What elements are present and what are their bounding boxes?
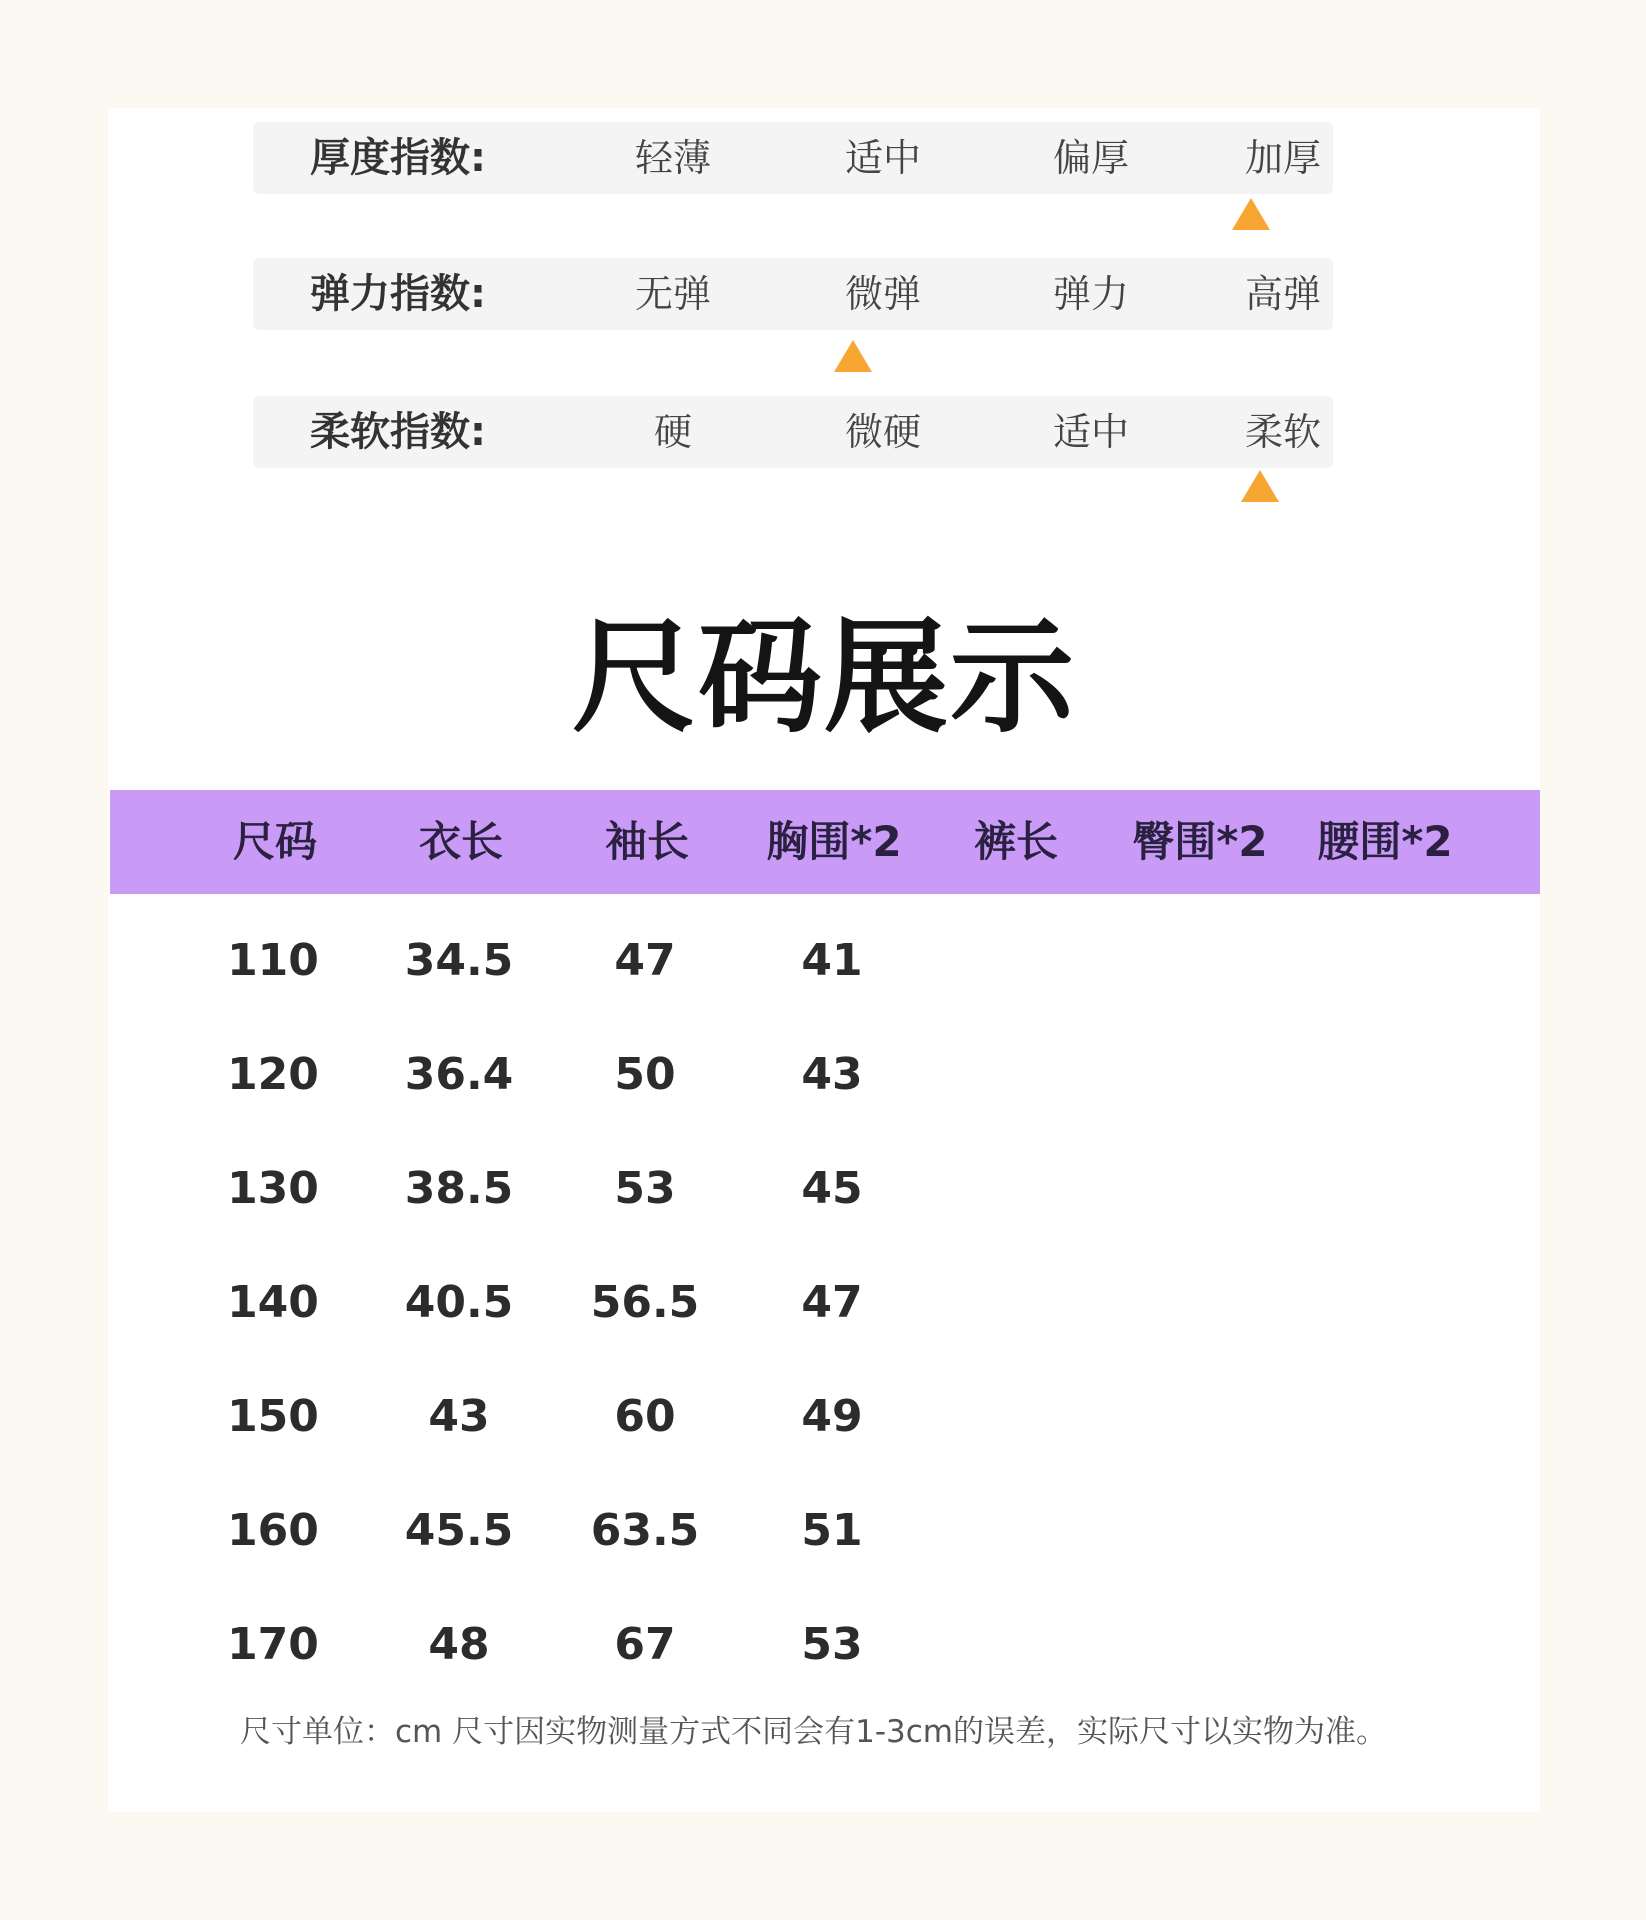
cell-sleeve: 47 [614, 935, 676, 986]
cell-chest: 45 [801, 1163, 863, 1214]
cell-size: 120 [227, 1049, 319, 1100]
thickness-index-row [253, 122, 1333, 194]
softness-level: 适中 [1052, 410, 1129, 454]
softness-level: 柔软 [1244, 410, 1321, 454]
thickness-marker-icon [1232, 198, 1270, 230]
cell-length: 36.4 [404, 1049, 514, 1100]
page-title: 尺码展示 [571, 606, 1076, 750]
header-hip: 臀围*2 [1132, 817, 1268, 866]
softness-level: 微硬 [844, 410, 921, 454]
header-pants-length: 裤长 [973, 817, 1058, 866]
table-row [108, 904, 1540, 1018]
cell-length: 45.5 [404, 1505, 514, 1556]
thickness-level: 偏厚 [1052, 136, 1129, 180]
cell-sleeve: 50 [614, 1049, 676, 1100]
cell-chest: 41 [801, 935, 863, 986]
cell-length: 43 [428, 1391, 490, 1442]
cell-size: 170 [227, 1619, 319, 1670]
cell-sleeve: 63.5 [590, 1505, 700, 1556]
elasticity-level: 微弹 [844, 272, 921, 316]
softness-index-row [253, 396, 1333, 468]
table-row [108, 1474, 1540, 1588]
cell-chest: 43 [801, 1049, 863, 1100]
table-row [108, 1018, 1540, 1132]
thickness-index-label: 厚度指数: [310, 135, 486, 181]
cell-chest: 49 [801, 1391, 863, 1442]
table-header [110, 790, 1540, 894]
thickness-level: 加厚 [1244, 136, 1321, 180]
cell-sleeve: 56.5 [590, 1277, 700, 1328]
thickness-level: 适中 [844, 136, 921, 180]
header-size: 尺码 [232, 817, 317, 866]
header-chest: 胸围*2 [766, 817, 902, 866]
softness-level: 硬 [653, 410, 692, 454]
cell-chest: 51 [801, 1505, 863, 1556]
cell-chest: 53 [801, 1619, 863, 1670]
cell-length: 38.5 [404, 1163, 514, 1214]
cell-length: 34.5 [404, 935, 514, 986]
size-card [108, 108, 1540, 1812]
elasticity-level: 无弹 [634, 272, 711, 316]
table-row [108, 1588, 1540, 1702]
header-waist: 腰围*2 [1317, 817, 1453, 866]
size-note: 尺寸单位：cm 尺寸因实物测量方式不同会有1-3cm的误差，实际尺寸以实物为准。 [240, 1714, 1387, 1750]
header-sleeve: 袖长 [604, 817, 689, 866]
elasticity-level: 高弹 [1244, 272, 1321, 316]
softness-marker-icon [1241, 470, 1279, 502]
cell-size: 110 [227, 935, 319, 986]
table-row [108, 1360, 1540, 1474]
thickness-level: 轻薄 [634, 136, 711, 180]
header-length: 衣长 [418, 817, 503, 866]
cell-size: 160 [227, 1505, 319, 1556]
cell-size: 140 [227, 1277, 319, 1328]
table-row [108, 1246, 1540, 1360]
softness-index-label: 柔软指数: [310, 409, 486, 455]
elasticity-index-row [253, 258, 1333, 330]
cell-sleeve: 60 [614, 1391, 676, 1442]
elasticity-index-label: 弹力指数: [310, 271, 486, 317]
elasticity-marker-icon [834, 340, 872, 372]
cell-chest: 47 [801, 1277, 863, 1328]
cell-length: 40.5 [404, 1277, 514, 1328]
elasticity-level: 弹力 [1052, 272, 1129, 316]
table-row [108, 1132, 1540, 1246]
cell-sleeve: 53 [614, 1163, 676, 1214]
cell-size: 130 [227, 1163, 319, 1214]
cell-size: 150 [227, 1391, 319, 1442]
cell-sleeve: 67 [614, 1619, 676, 1670]
cell-length: 48 [428, 1619, 490, 1670]
